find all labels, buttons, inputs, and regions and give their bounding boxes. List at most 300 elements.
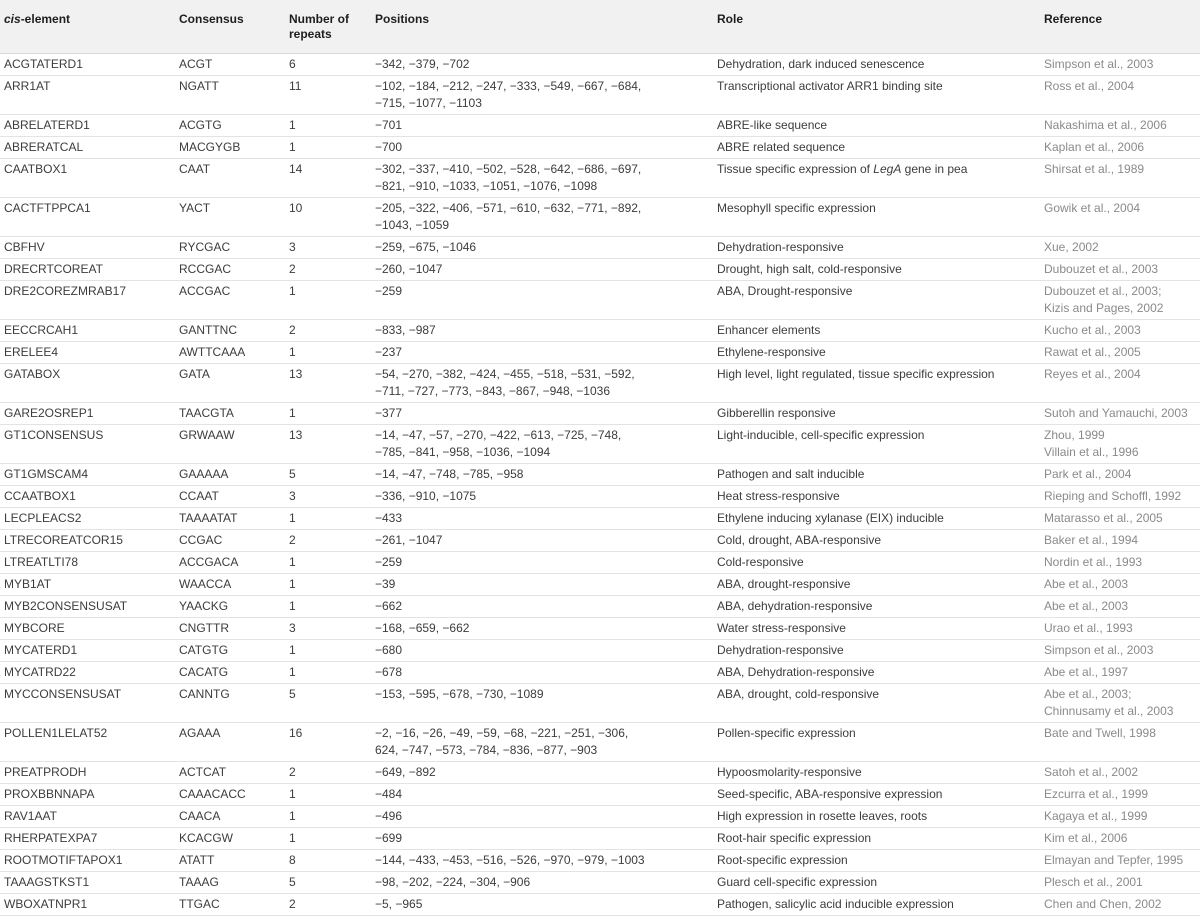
reference-line: Rawat et al., 2005 (1044, 345, 1141, 359)
reference-cell (1040, 530, 1200, 552)
role-cell (713, 828, 1040, 850)
positions-line: −39 (375, 577, 396, 591)
positions-line: −678 (375, 665, 403, 679)
positions-line: −484 (375, 787, 403, 801)
positions-line: −1043, −1059 (375, 218, 450, 232)
role-text: Mesophyll specific expression (717, 201, 876, 215)
consensus-cell: CACATG (175, 662, 285, 684)
reference-cell (1040, 425, 1200, 464)
repeats-cell: 2 (285, 530, 371, 552)
positions-line: −205, −322, −406, −571, −610, −632, −771, −892, (375, 201, 642, 215)
element-cell: ACGTATERD1 (0, 54, 175, 76)
element-cell: ABRERATCAL (0, 137, 175, 159)
consensus-cell: YACT (175, 198, 285, 237)
positions-line: −2, −16, −26, −49, −59, −68, −221, −251, −306, (375, 726, 629, 740)
consensus-cell: GANTTNC (175, 320, 285, 342)
header-consensus: Consensus (175, 0, 285, 54)
positions-line: −259 (375, 555, 403, 569)
table-row (0, 806, 1200, 828)
positions-cell (371, 54, 713, 76)
positions-cell (371, 342, 713, 364)
consensus-cell: GAAAAA (175, 464, 285, 486)
consensus-cell: RCCGAC (175, 259, 285, 281)
repeats-cell: 8 (285, 850, 371, 872)
table-row (0, 552, 1200, 574)
reference-cell (1040, 159, 1200, 198)
positions-line: −377 (375, 406, 403, 420)
positions-cell (371, 684, 713, 723)
reference-line: Rieping and Schoffl, 1992 (1044, 489, 1182, 503)
role-cell (713, 342, 1040, 364)
consensus-cell: CAAACACC (175, 784, 285, 806)
role-text: Pathogen and salt inducible (717, 467, 865, 481)
consensus-cell: CAACA (175, 806, 285, 828)
consensus-cell: YAACKG (175, 596, 285, 618)
role-cell (713, 552, 1040, 574)
table-row (0, 137, 1200, 159)
element-cell: GT1CONSENSUS (0, 425, 175, 464)
role-cell (713, 281, 1040, 320)
role-text: ABRE-like sequence (717, 118, 828, 132)
consensus-cell: ACGT (175, 54, 285, 76)
positions-cell (371, 574, 713, 596)
role-cell (713, 259, 1040, 281)
reference-cell (1040, 552, 1200, 574)
element-cell: GT1GMSCAM4 (0, 464, 175, 486)
repeats-cell: 1 (285, 508, 371, 530)
role-text: Guard cell-specific expression (717, 875, 878, 889)
positions-line: −821, −910, −1033, −1051, −1076, −1098 (375, 179, 598, 193)
reference-cell (1040, 762, 1200, 784)
role-text: Water stress-responsive (717, 621, 846, 635)
positions-cell (371, 723, 713, 762)
role-text: ABA, Drought-responsive (717, 284, 853, 298)
role-text: Cold-responsive (717, 555, 804, 569)
header-positions: Positions (371, 0, 713, 54)
repeats-cell: 13 (285, 364, 371, 403)
role-cell (713, 403, 1040, 425)
consensus-cell: NGATT (175, 76, 285, 115)
role-cell (713, 237, 1040, 259)
positions-cell (371, 486, 713, 508)
consensus-cell: MACGYGB (175, 137, 285, 159)
element-cell: LECPLEACS2 (0, 508, 175, 530)
role-text: Root-hair specific expression (717, 831, 872, 845)
role-cell (713, 486, 1040, 508)
role-cell (713, 618, 1040, 640)
element-cell: MYBCORE (0, 618, 175, 640)
role-text: Enhancer elements (717, 323, 821, 337)
table-row (0, 486, 1200, 508)
role-text: Hypoosmolarity-responsive (717, 765, 862, 779)
positions-cell (371, 596, 713, 618)
reference-line: Abe et al., 2003 (1044, 577, 1129, 591)
positions-cell (371, 464, 713, 486)
positions-cell (371, 784, 713, 806)
repeats-cell: 14 (285, 159, 371, 198)
positions-cell (371, 640, 713, 662)
reference-line: Urao et al., 1993 (1044, 621, 1133, 635)
positions-cell (371, 281, 713, 320)
table-row (0, 684, 1200, 723)
repeats-cell: 1 (285, 574, 371, 596)
table-row (0, 872, 1200, 894)
role-text: Gibberellin responsive (717, 406, 836, 420)
reference-line: Chinnusamy et al., 2003 (1044, 704, 1174, 718)
role-cell (713, 640, 1040, 662)
role-cell (713, 115, 1040, 137)
positions-line: −98, −202, −224, −304, −906 (375, 875, 531, 889)
element-cell: PREATPRODH (0, 762, 175, 784)
positions-line: −5, −965 (375, 897, 423, 911)
positions-cell (371, 806, 713, 828)
reference-line: Simpson et al., 2003 (1044, 643, 1154, 657)
repeats-cell: 2 (285, 259, 371, 281)
role-text: ABA, drought, cold-responsive (717, 687, 880, 701)
role-cell (713, 872, 1040, 894)
positions-cell (371, 198, 713, 237)
reference-cell (1040, 76, 1200, 115)
positions-cell (371, 872, 713, 894)
role-cell (713, 54, 1040, 76)
element-cell: LTRECOREATCOR15 (0, 530, 175, 552)
role-text: Transcriptional activator ARR1 binding site (717, 79, 943, 93)
reference-cell (1040, 894, 1200, 916)
role-text: ABA, dehydration-responsive (717, 599, 873, 613)
positions-cell (371, 762, 713, 784)
reference-cell (1040, 281, 1200, 320)
consensus-cell: ACCGAC (175, 281, 285, 320)
positions-line: −168, −659, −662 (375, 621, 470, 635)
header-reference: Reference (1040, 0, 1200, 54)
reference-cell (1040, 115, 1200, 137)
table-row (0, 574, 1200, 596)
reference-line: Dubouzet et al., 2003 (1044, 262, 1159, 276)
reference-cell (1040, 850, 1200, 872)
element-cell: MYB2CONSENSUSAT (0, 596, 175, 618)
element-cell: WBOXATNPR1 (0, 894, 175, 916)
reference-line: Abe et al., 2003 (1044, 599, 1129, 613)
element-cell: GARE2OSREP1 (0, 403, 175, 425)
reference-line: Simpson et al., 2003 (1044, 57, 1154, 71)
reference-line: Zhou, 1999 (1044, 428, 1105, 442)
element-cell: ABRELATERD1 (0, 115, 175, 137)
reference-line: Elmayan and Tepfer, 1995 (1044, 853, 1184, 867)
repeats-cell: 1 (285, 115, 371, 137)
reference-cell (1040, 137, 1200, 159)
repeats-cell: 1 (285, 552, 371, 574)
header-number-of-repeats: Number of repeats (285, 0, 371, 54)
reference-line: Kucho et al., 2003 (1044, 323, 1141, 337)
consensus-cell: CNGTTR (175, 618, 285, 640)
reference-line: Sutoh and Yamauchi, 2003 (1044, 406, 1188, 420)
element-cell: DRE2COREZMRAB17 (0, 281, 175, 320)
role-text: Dehydration, dark induced senescence (717, 57, 925, 71)
reference-cell (1040, 320, 1200, 342)
consensus-cell: ACTCAT (175, 762, 285, 784)
reference-line: Park et al., 2004 (1044, 467, 1132, 481)
table-row (0, 159, 1200, 198)
repeats-cell: 3 (285, 486, 371, 508)
repeats-cell: 2 (285, 762, 371, 784)
repeats-cell: 10 (285, 198, 371, 237)
reference-cell (1040, 784, 1200, 806)
reference-cell (1040, 403, 1200, 425)
table-header (0, 0, 1200, 54)
table-row (0, 596, 1200, 618)
reference-line: Kaplan et al., 2006 (1044, 140, 1145, 154)
positions-cell (371, 425, 713, 464)
positions-line: −715, −1077, −1103 (375, 96, 482, 110)
role-text: Heat stress-responsive (717, 489, 840, 503)
reference-line: Xue, 2002 (1044, 240, 1099, 254)
role-text: High level, light regulated, tissue specific expression (717, 367, 995, 381)
element-cell: GATABOX (0, 364, 175, 403)
table-row (0, 403, 1200, 425)
table-row (0, 115, 1200, 137)
positions-cell (371, 76, 713, 115)
role-cell (713, 762, 1040, 784)
element-cell: CBFHV (0, 237, 175, 259)
consensus-cell: WAACCA (175, 574, 285, 596)
reference-line: Villain et al., 1996 (1044, 445, 1139, 459)
reference-line: Reyes et al., 2004 (1044, 367, 1141, 381)
role-cell (713, 530, 1040, 552)
role-cell (713, 508, 1040, 530)
table-row (0, 76, 1200, 115)
role-cell (713, 320, 1040, 342)
positions-line: −649, −892 (375, 765, 436, 779)
element-cell: EECCRCAH1 (0, 320, 175, 342)
positions-line: −700 (375, 140, 403, 154)
role-cell (713, 850, 1040, 872)
reference-line: Nakashima et al., 2006 (1044, 118, 1167, 132)
reference-cell (1040, 464, 1200, 486)
positions-line: −259 (375, 284, 403, 298)
consensus-cell: CATGTG (175, 640, 285, 662)
reference-line: Kim et al., 2006 (1044, 831, 1128, 845)
role-cell (713, 684, 1040, 723)
consensus-cell: ACGTG (175, 115, 285, 137)
role-text: Dehydration-responsive (717, 643, 844, 657)
positions-cell (371, 237, 713, 259)
element-cell: MYCATRD22 (0, 662, 175, 684)
reference-line: Abe et al., 2003; (1044, 687, 1132, 701)
positions-line: −342, −379, −702 (375, 57, 470, 71)
repeats-cell: 1 (285, 806, 371, 828)
repeats-cell: 1 (285, 403, 371, 425)
table-row (0, 342, 1200, 364)
reference-line: Nordin et al., 1993 (1044, 555, 1143, 569)
element-cell: ROOTMOTIFTAPOX1 (0, 850, 175, 872)
table-row (0, 281, 1200, 320)
reference-line: Gowik et al., 2004 (1044, 201, 1141, 215)
element-cell: LTREATLTI78 (0, 552, 175, 574)
positions-line: −833, −987 (375, 323, 436, 337)
table-row (0, 828, 1200, 850)
table-row (0, 259, 1200, 281)
role-text: ABA, Dehydration-responsive (717, 665, 875, 679)
consensus-cell: TTGAC (175, 894, 285, 916)
role-text: Cold, drought, ABA-responsive (717, 533, 882, 547)
reference-cell (1040, 684, 1200, 723)
role-text: Pollen-specific expression (717, 726, 856, 740)
header-cis-element (0, 0, 175, 54)
positions-cell (371, 259, 713, 281)
element-cell: ARR1AT (0, 76, 175, 115)
repeats-cell: 1 (285, 342, 371, 364)
header-cis-italic: cis (4, 12, 21, 26)
repeats-cell: 1 (285, 596, 371, 618)
positions-line: −336, −910, −1075 (375, 489, 477, 503)
role-cell (713, 894, 1040, 916)
positions-cell (371, 828, 713, 850)
positions-cell (371, 552, 713, 574)
role-cell (713, 464, 1040, 486)
repeats-cell: 16 (285, 723, 371, 762)
role-cell (713, 198, 1040, 237)
positions-cell (371, 115, 713, 137)
repeats-cell: 5 (285, 684, 371, 723)
role-text: Drought, high salt, cold-responsive (717, 262, 902, 276)
repeats-cell: 11 (285, 76, 371, 115)
positions-line: −302, −337, −410, −502, −528, −642, −686, −697, (375, 162, 642, 176)
reference-cell (1040, 259, 1200, 281)
positions-line: −701 (375, 118, 403, 132)
reference-line: Chen and Chen, 2002 (1044, 897, 1162, 911)
element-cell: RAV1AAT (0, 806, 175, 828)
table-row (0, 723, 1200, 762)
consensus-cell: CANNTG (175, 684, 285, 723)
positions-cell (371, 364, 713, 403)
element-cell: ERELEE4 (0, 342, 175, 364)
repeats-cell: 1 (285, 784, 371, 806)
role-cell (713, 137, 1040, 159)
table-row (0, 364, 1200, 403)
consensus-cell: TAAAG (175, 872, 285, 894)
role-text: High expression in rosette leaves, roots (717, 809, 928, 823)
role-text: ABRE related sequence (717, 140, 846, 154)
consensus-cell: AGAAA (175, 723, 285, 762)
role-text: ABA, drought-responsive (717, 577, 851, 591)
reference-line: Ezcurra et al., 1999 (1044, 787, 1149, 801)
role-cell (713, 596, 1040, 618)
header-role: Role (713, 0, 1040, 54)
positions-line: −237 (375, 345, 403, 359)
positions-line: −711, −727, −773, −843, −867, −948, −1036 (375, 384, 610, 398)
positions-cell (371, 508, 713, 530)
repeats-cell: 5 (285, 464, 371, 486)
reference-line: Kagaya et al., 1999 (1044, 809, 1148, 823)
reference-cell (1040, 640, 1200, 662)
role-text: Ethylene-responsive (717, 345, 826, 359)
positions-line: −144, −433, −453, −516, −526, −970, −979, −1003 (375, 853, 645, 867)
role-cell (713, 784, 1040, 806)
positions-cell (371, 618, 713, 640)
header-cis-rest: -element (20, 12, 71, 26)
element-cell: TAAAGSTKST1 (0, 872, 175, 894)
consensus-cell: AWTTCAAA (175, 342, 285, 364)
reference-cell (1040, 486, 1200, 508)
positions-line: −261, −1047 (375, 533, 443, 547)
reference-cell (1040, 54, 1200, 76)
positions-line: −260, −1047 (375, 262, 443, 276)
reference-line: Baker et al., 1994 (1044, 533, 1139, 547)
table-row (0, 237, 1200, 259)
repeats-cell: 13 (285, 425, 371, 464)
reference-line: Dubouzet et al., 2003; (1044, 284, 1162, 298)
role-cell (713, 806, 1040, 828)
table-row (0, 618, 1200, 640)
reference-line: Satoh et al., 2002 (1044, 765, 1139, 779)
reference-cell (1040, 723, 1200, 762)
reference-cell (1040, 662, 1200, 684)
positions-line: −259, −675, −1046 (375, 240, 477, 254)
element-cell: POLLEN1LELAT52 (0, 723, 175, 762)
consensus-cell: CCAAT (175, 486, 285, 508)
reference-line: Abe et al., 1997 (1044, 665, 1129, 679)
consensus-cell: TAAAATAT (175, 508, 285, 530)
role-cell (713, 662, 1040, 684)
consensus-cell: KCACGW (175, 828, 285, 850)
role-text: Light-inducible, cell-specific expression (717, 428, 925, 442)
reference-line: Bate and Twell, 1998 (1044, 726, 1156, 740)
role-text: Root-specific expression (717, 853, 848, 867)
role-cell (713, 364, 1040, 403)
role-cell (713, 425, 1040, 464)
positions-line: −102, −184, −212, −247, −333, −549, −667, −684, (375, 79, 642, 93)
reference-line: Matarasso et al., 2005 (1044, 511, 1163, 525)
positions-line: −699 (375, 831, 403, 845)
positions-cell (371, 403, 713, 425)
repeats-cell: 1 (285, 662, 371, 684)
table-row (0, 850, 1200, 872)
role-text: Tissue specific expression of (717, 162, 874, 176)
reference-line: Shirsat et al., 1989 (1044, 162, 1145, 176)
repeats-cell: 6 (285, 54, 371, 76)
repeats-cell: 2 (285, 894, 371, 916)
element-cell: PROXBBNNAPA (0, 784, 175, 806)
repeats-cell: 1 (285, 828, 371, 850)
table-row (0, 530, 1200, 552)
role-cell (713, 574, 1040, 596)
positions-line: −680 (375, 643, 403, 657)
reference-cell (1040, 364, 1200, 403)
consensus-cell: CAAT (175, 159, 285, 198)
reference-cell (1040, 872, 1200, 894)
element-cell: CCAATBOX1 (0, 486, 175, 508)
element-cell: RHERPATEXPA7 (0, 828, 175, 850)
positions-line: −785, −841, −958, −1036, −1094 (375, 445, 551, 459)
positions-cell (371, 159, 713, 198)
role-text: Dehydration-responsive (717, 240, 844, 254)
reference-cell (1040, 508, 1200, 530)
reference-cell (1040, 828, 1200, 850)
reference-cell (1040, 618, 1200, 640)
reference-cell (1040, 596, 1200, 618)
role-text: Ethylene inducing xylanase (EIX) inducible (717, 511, 944, 525)
repeats-cell: 1 (285, 281, 371, 320)
reference-cell (1040, 342, 1200, 364)
table-row (0, 54, 1200, 76)
table-body (0, 54, 1200, 916)
positions-line: −14, −47, −57, −270, −422, −613, −725, −748, (375, 428, 622, 442)
table-row (0, 198, 1200, 237)
table-row (0, 784, 1200, 806)
positions-cell (371, 850, 713, 872)
repeats-cell: 5 (285, 872, 371, 894)
role-text: Seed-specific, ABA-responsive expression (717, 787, 943, 801)
